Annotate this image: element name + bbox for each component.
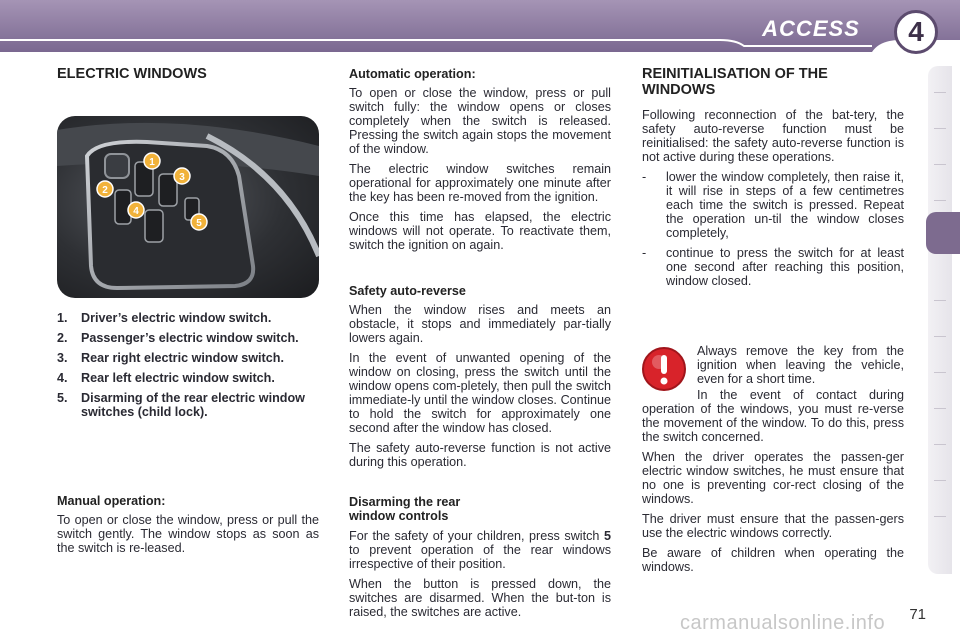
photo-callout <box>97 181 113 197</box>
subheading: Automatic operation: <box>349 67 476 81</box>
warning-paragraph: Always remove the key from the ignition when leaving the vehicle, even for a short time. <box>697 344 904 386</box>
reinitialisation-section <box>642 66 904 294</box>
paragraph: In the event of unwanted opening of the window on closing, press the switch until the window opens com-pletely, then pull the switch immediate-ly until the window closes. Continue to hold the switch for approximately one second after the window has closed. <box>349 351 611 435</box>
page-number: 71 <box>909 606 926 623</box>
watermark: carmanualsonline.info <box>680 612 886 634</box>
paragraph: Following reconnection of the bat-tery, the safety auto-reverse function must be reinitialised: the safety auto-reverse function is not active during these operations. <box>642 108 904 164</box>
paragraph: To open or close the window, press or pull the switch gently. The window stops as soon as the switch is re-leased. <box>57 513 319 555</box>
warning-icon <box>641 346 687 392</box>
svg-text:1: 1 <box>149 157 155 168</box>
svg-text:3: 3 <box>179 172 185 183</box>
warning-paragraph: Be aware of children when operating the windows. <box>642 546 904 574</box>
section-heading: REINITIALISATION OF THE WINDOWS <box>642 66 828 98</box>
window-switch-photo <box>57 116 319 298</box>
section-heading: ELECTRIC WINDOWS <box>57 66 207 82</box>
paragraph: Once this time has elapsed, the electric windows will not operate. To reactivate them, switch the ignition on again. <box>349 210 611 252</box>
paragraph: For the safety of your children, press switch 5 to prevent operation of the rear windows irrespective of their position. <box>349 529 611 571</box>
legend-item: 4. Rear left electric window switch. <box>57 371 275 385</box>
active-chapter-tab <box>926 212 960 254</box>
safety-auto-reverse-section <box>349 284 611 475</box>
manual-operation-section <box>57 494 319 561</box>
warning-paragraph: In the event of contact during operation of the windows, you must re-verse the movement of the window. To do this, press the switch concerned. <box>642 388 904 444</box>
photo-callout <box>174 168 190 184</box>
procedure-step: - continue to press the switch for at least one second after reaching this position, window closed. <box>642 246 904 288</box>
header-band <box>0 0 960 52</box>
warning-paragraph: When the driver operates the passen-ger electric window switches, he must ensure that no one is preventing cor-rect closing of the windows. <box>642 450 904 506</box>
switch-panel-illustration <box>57 116 319 298</box>
switch-legend <box>57 311 319 425</box>
paragraph: When the window rises and meets an obstacle, it stops and immediately par-tially lowers again. <box>349 303 611 345</box>
photo-callout <box>191 214 207 230</box>
procedure-step: - lower the window completely, then raise it, it will rise in steps of a few centimetres each time the switch is pressed. Repeat the operation un-til the window closes completely, <box>642 170 904 240</box>
left-column <box>57 66 319 82</box>
warning-continued <box>642 388 904 580</box>
tab-divider <box>934 444 946 445</box>
tab-divider <box>934 300 946 301</box>
subheading: Disarming the rear window controls <box>349 495 461 523</box>
legend-item: 2. Passenger’s electric window switch. <box>57 331 299 345</box>
tab-divider <box>934 516 946 517</box>
disarming-section <box>349 495 611 625</box>
legend-item: 5. Disarming of the rear electric window switches (child lock). <box>57 391 305 419</box>
tab-divider <box>934 164 946 165</box>
tab-divider <box>934 128 946 129</box>
subheading: Manual operation: <box>57 494 166 508</box>
chapter-number-badge: 4 <box>894 10 938 54</box>
tab-divider <box>934 408 946 409</box>
warning-box <box>697 344 904 392</box>
legend-item: 1. Driver’s electric window switch. <box>57 311 272 325</box>
svg-text:4: 4 <box>133 206 139 217</box>
automatic-operation-section <box>349 67 611 258</box>
paragraph: When the button is pressed down, the switches are disarmed. When the but-ton is raised, the switches are active. <box>349 577 611 619</box>
tab-divider <box>934 480 946 481</box>
tab-divider <box>934 200 946 201</box>
chapter-title: ACCESS <box>762 16 860 41</box>
tab-divider <box>934 336 946 337</box>
paragraph: The safety auto-reverse function is not active during this operation. <box>349 441 611 469</box>
photo-callout <box>144 153 160 169</box>
paragraph: To open or close the window, press or pull switch fully: the window opens or closes completely when the switch is released. Pressing the switch again stops the movement of the window. <box>349 86 611 156</box>
photo-callout <box>128 202 144 218</box>
warning-paragraph: The driver must ensure that the passen-gers use the electric windows correctly. <box>642 512 904 540</box>
subheading: Safety auto-reverse <box>349 284 466 298</box>
chapter-tab-strip <box>928 66 952 574</box>
paragraph: The electric window switches remain operational for approximately one minute after the key has been re-moved from the ignition. <box>349 162 611 204</box>
svg-text:2: 2 <box>102 185 108 196</box>
svg-text:5: 5 <box>196 218 202 229</box>
tab-divider <box>934 92 946 93</box>
legend-item: 3. Rear right electric window switch. <box>57 351 284 365</box>
tab-divider <box>934 372 946 373</box>
